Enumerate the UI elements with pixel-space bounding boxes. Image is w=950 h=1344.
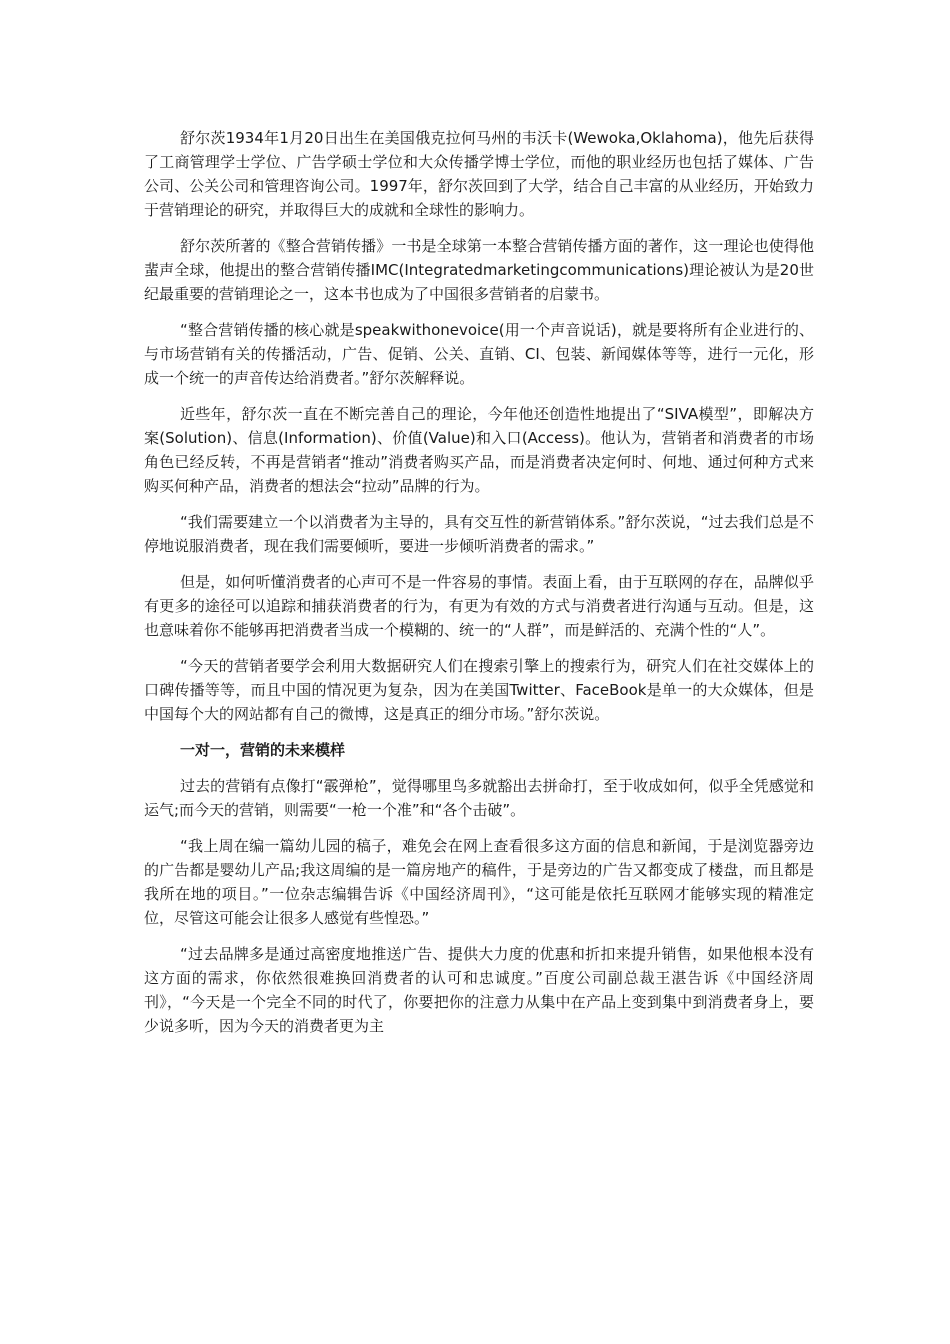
- paragraph-consumer-led-quote: “我们需要建立一个以消费者为主导的，具有交互性的新营销体系。”舒尔茨说，“过去我们总是不停地说服消费者，现在我们需要倾听，要进一步倾听消费者的需求。”: [144, 513, 814, 555]
- paragraph-shotgun-marketing: 过去的营销有点像打“霰弹枪”，觉得哪里鸟多就豁出去拼命打，至于收成如何，似乎全凭感觉和运气;而今天的营销，则需要“一枪一个准”和“各个击破”。: [144, 777, 814, 819]
- section-heading: 一对一，营销的未来模样: [180, 741, 346, 759]
- paragraph-siva-model: 近些年，舒尔茨一直在不断完善自己的理论，今年他还创造性地提出了“SIVA模型”，即解决方案(Solution)、信息(Information)、价值(Value)和入口(Access)。他认为，营销者和消费者的市场角色已经反转，不再是营销者“推动”消费者购买产品，而是消费者决定何时、何地、通过何种方式来购买何种产品，消费者的想法会“拉动”品牌的行为。: [144, 405, 814, 495]
- document-page: [144, 126, 814, 1050]
- paragraph-one-voice-quote: “整合营销传播的核心就是speakwithonevoice(用一个声音说话)，就是要将所有企业进行的、与市场营销有关的传播活动，广告、促销、公关、直销、CI、包装、新闻媒体等等，进行一元化，形成一个统一的声音传达给消费者。”舒尔茨解释说。: [144, 321, 814, 387]
- paragraph-imc-book: 舒尔茨所著的《整合营销传播》一书是全球第一本整合营销传播方面的著作，这一理论也使得他蜚声全球，他提出的整合营销传播IMC(Integratedmarketingcommunications)理论被认为是20世纪最重要的营销理论之一，这本书也成为了中国很多营销者的启蒙书。: [144, 237, 814, 303]
- paragraph-listening-consumers: 但是，如何听懂消费者的心声可不是一件容易的事情。表面上看，由于互联网的存在，品牌似乎有更多的途径可以追踪和捕获消费者的行为，有更为有效的方式与消费者进行沟通与互动。但是，这也意味着你不能够再把消费者当成一个模糊的、统一的“人群”，而是鲜活的、充满个性的“人”。: [144, 573, 814, 639]
- paragraph-big-data-quote: “今天的营销者要学会利用大数据研究人们在搜索引擎上的搜索行为，研究人们在社交媒体上的口碑传播等等，而且中国的情况更为复杂，因为在美国Twitter、FaceBook是单一的大众媒体，但是中国每个大的网站都有自己的微博，这是真正的细分市场。”舒尔茨说。: [144, 657, 814, 723]
- paragraph-editor-quote: “我上周在编一篇幼儿园的稿子，难免会在网上查看很多这方面的信息和新闻，于是浏览器旁边的广告都是婴幼儿产品;我这周编的是一篇房地产的稿件，于是旁边的广告又都变成了楼盘，而且都是我所在地的项目。”一位杂志编辑告诉《中国经济周刊》，“这可能是依托互联网才能够实现的精准定位，尽管这可能会让很多人感觉有些惶恐。”: [144, 837, 814, 927]
- paragraph-baidu-quote: “过去品牌多是通过高密度地推送广告、提供大力度的优惠和折扣来提升销售，如果他根本没有这方面的需求，你依然很难换回消费者的认可和忠诚度。”百度公司副总裁王湛告诉《中国经济周刊》，“今天是一个完全不同的时代了，你要把你的注意力从集中在产品上变到集中到消费者身上，要少说多听，因为今天的消费者更为主: [144, 945, 814, 1035]
- paragraph-schultz-bio: 舒尔茨1934年1月20日出生在美国俄克拉何马州的韦沃卡(Wewoka,Oklahoma)，他先后获得了工商管理学士学位、广告学硕士学位和大众传播学博士学位，而他的职业经历也包括了媒体、广告公司、公关公司和管理咨询公司。1997年，舒尔茨回到了大学，结合自己丰富的从业经历，开始致力于营销理论的研究，并取得巨大的成就和全球性的影响力。: [144, 129, 814, 219]
